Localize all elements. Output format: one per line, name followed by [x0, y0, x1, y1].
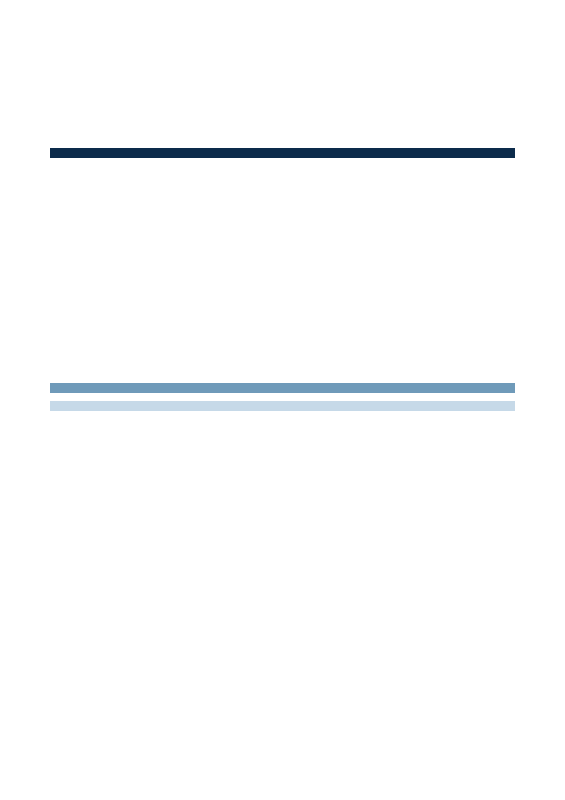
total-ports-table [52, 186, 515, 189]
summary-title-band [50, 383, 515, 393]
section-title-band [50, 148, 515, 158]
chart-title-band [50, 401, 515, 411]
